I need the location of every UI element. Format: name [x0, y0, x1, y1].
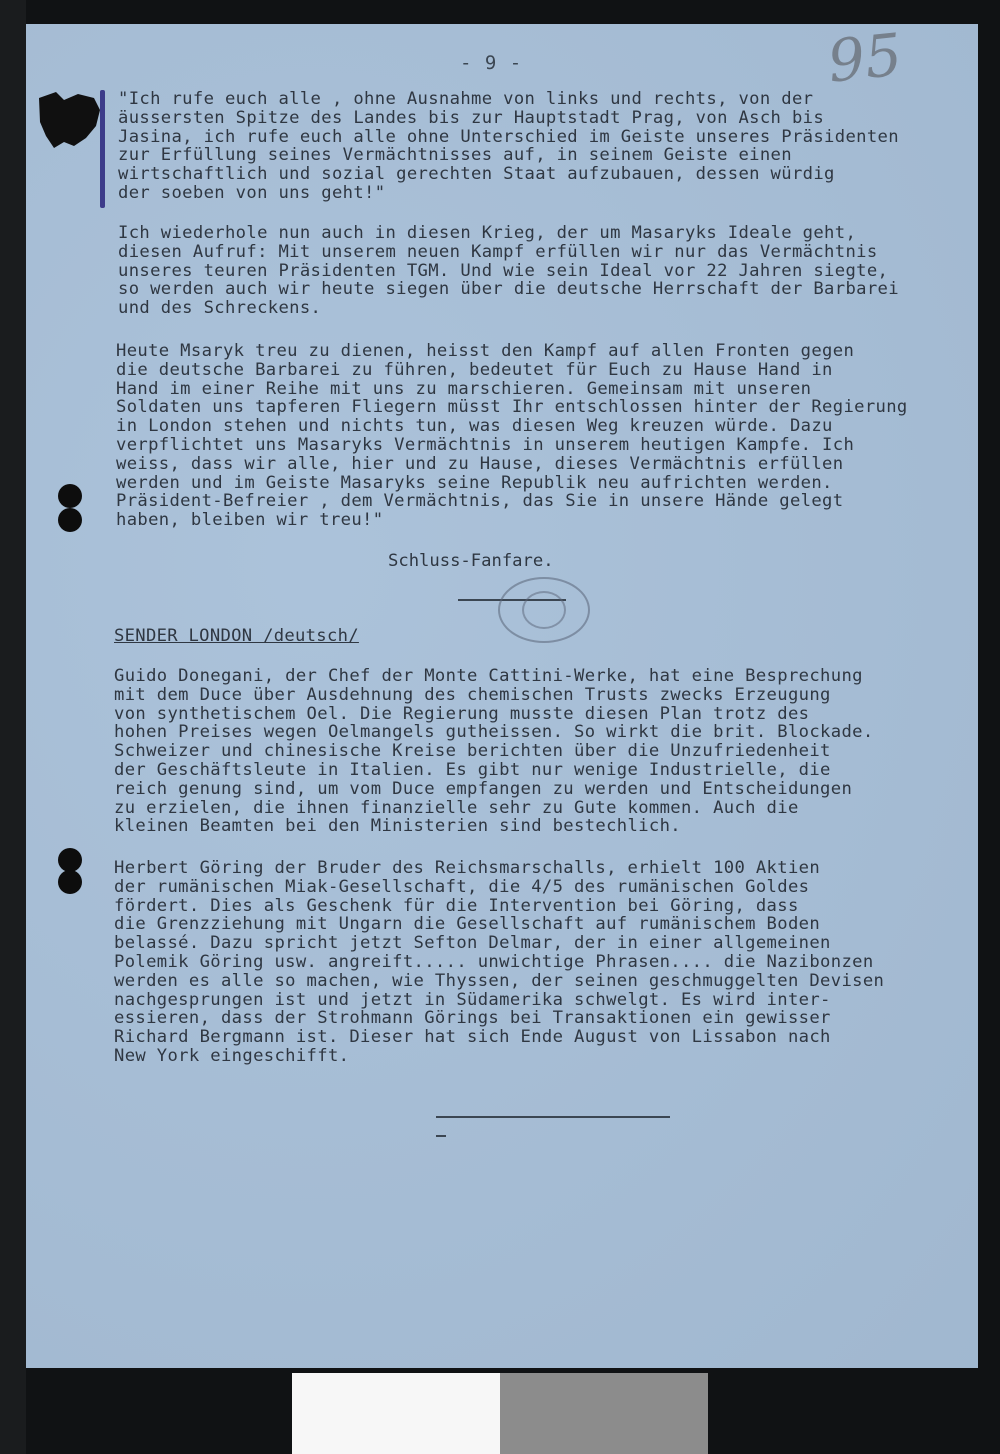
punch-hole — [58, 484, 82, 508]
body-paragraph: Guido Donegani, der Chef der Monte Cattini-Werke, hat eine Besprechung mit dem Duce über Ausdehnung des chemischen Trusts zwecks Erzeugung von synthetischem Oel. Die Regierung musste diesen Plan trotz des hohen Preises wegen Oelmangels gutheissen. So wirkt die brit. Blockade. Schweizer und chinesische Kreise berichten über die Unzufriedenheit der Geschäftsleute in Italien. Es gibt nur wenige Industrielle, die reich genung sind, um vom Duce empfangen zu werden und Entscheidungen zu erzielen, die ihnen finanzielle sehr zu Gute kommen. Auch die kleinen Beamten bei den Ministerien sind bestechlich. — [114, 666, 874, 837]
closing-line: Schluss-Fanfare. — [388, 551, 554, 571]
body-paragraph: Heute Msaryk treu zu dienen, heisst den Kampf auf allen Fronten gegen die deutsche Barbarei zu führen, bedeutet für Euch zu Hause Hand in Hand im einer Reihe mit uns zu marschieren. Gemeinsam mit unseren Soldaten uns tapferen Fliegern müsst Ihr entschlossen hinter der Regierung in London stehen und nichts tun, was diesen Weg kreuzen würde. Dazu verpflichtet uns Masaryks Vermächtnis in unserem heutigen Kampfe. Ich weiss, dass wir alle, hier und zu Hause, dieses Vermächtnis erfüllen werden und im Geiste Masaryks seine Republik neu aufrichten werden. Präsident-Befreier , dem Vermächtnis, das Sie in unsere Hände gelegt haben, bleiben wir treu!" — [116, 341, 908, 531]
quote-paragraph: "Ich rufe euch alle , ohne Ausnahme von links und rechts, von der äussersten Spitze des Landes bis zur Hauptstadt Prag, von Asch bis Jasina, ich rufe euch alle ohne Unterschied im Geiste unseres Präsidenten zur Erfüllung seines Vermächtnisses auf, in seinem Geiste einen wirtschaftlich und sozial gerechten Staat aufzubauen, dessen würdig der soeben von uns geht!" — [118, 89, 899, 203]
end-rule-stub — [436, 1135, 446, 1137]
margin-marker-line — [100, 90, 105, 208]
archive-stamp — [498, 577, 590, 643]
body-paragraph: Ich wiederhole nun auch in diesen Krieg, der um Masaryks Ideale geht, diesen Aufruf: Mit unserem neuen Kampf erfüllen wir nur das Vermächtnis unseres teuren Präsidenten TGM. Und wie sein Ideal vor 22 Jahren siegte, so werden auch wir heute siegen über die deutsche Herrschaft der Barbarei und des Schreckens. — [118, 223, 899, 319]
punch-hole — [58, 508, 82, 532]
calibration-patch-white — [292, 1373, 500, 1454]
end-rule — [436, 1116, 670, 1118]
punch-hole — [58, 870, 82, 894]
punch-hole — [58, 848, 82, 872]
handwritten-folio-number: 95 — [824, 20, 906, 96]
ink-blot — [34, 86, 104, 152]
scanner-edge — [0, 0, 26, 1454]
calibration-patch-gray — [500, 1373, 708, 1454]
body-paragraph: Herbert Göring der Bruder des Reichsmarschalls, erhielt 100 Aktien der rumänischen Miak-Gesellschaft, die 4/5 des rumänischen Goldes fördert. Dies als Geschenk für die Intervention bei Göring, dass die Grenzziehung mit Ungarn die Gesellschaft auf rumänischem Boden belassé. Dazu spricht jetzt Sefton Delmar, der in einer allgemeinen Polemik Göring usw. angreift..... unwichtige Phrasen.... die Nazibonzen werden es alle so machen, wie Thyssen, der seinen geschmuggelten Devisen nachgesprungen ist und jetzt in Südamerika schwelgt. Es wird inter- essieren, dass der Strohmann Görings bei Transaktionen ein gewisser Richard Bergmann ist. Dieser hat sich Ende August von Lissabon nach New York eingeschifft. — [114, 858, 885, 1066]
section-heading: SENDER LONDON /deutsch/ — [114, 626, 359, 646]
page-number: - 9 - — [460, 52, 523, 74]
